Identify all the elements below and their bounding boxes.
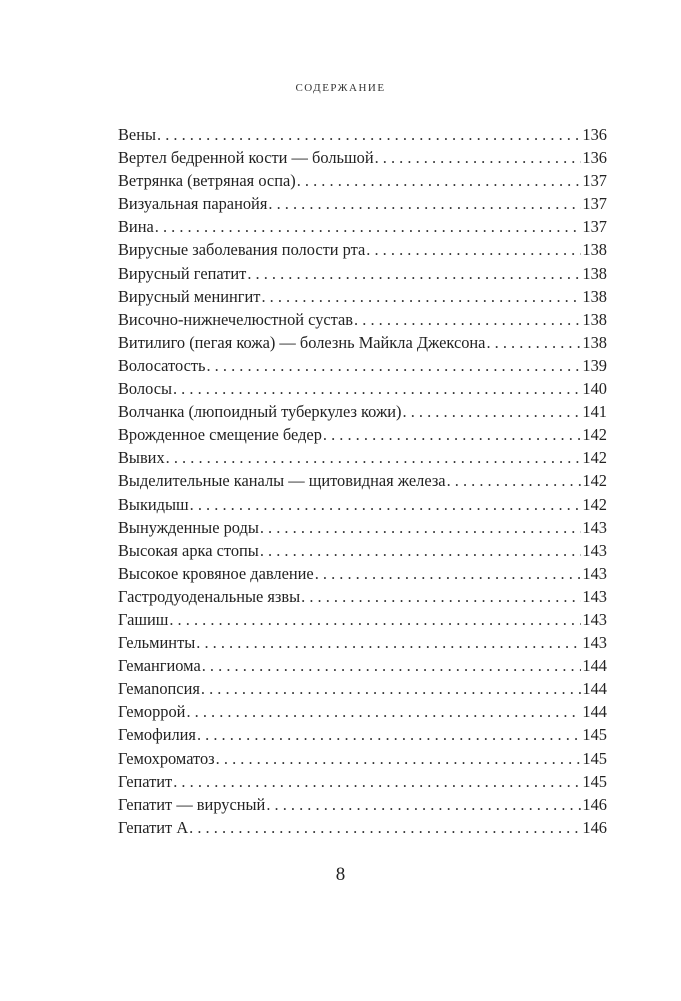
- toc-entry[interactable]: [118, 331, 607, 354]
- toc-entry[interactable]: [118, 446, 607, 469]
- toc-entry-page: 138: [582, 263, 607, 283]
- toc-entry[interactable]: [118, 308, 607, 331]
- toc-dot-leader: [301, 585, 581, 608]
- toc-entry-title: Гемохроматоз: [118, 748, 215, 768]
- table-of-contents: [118, 123, 607, 839]
- toc-entry-title: Высокое кровяное давление: [118, 563, 314, 583]
- toc-entry-title: Вены: [118, 125, 156, 144]
- toc-dot-leader: [206, 354, 581, 377]
- toc-entry-page: 140: [582, 379, 607, 399]
- toc-entry-title: Визуальная паранойя: [118, 194, 268, 214]
- page-number: 8: [335, 864, 346, 885]
- toc-entry-page: 143: [582, 540, 607, 560]
- toc-dot-leader: [173, 770, 581, 793]
- toc-entry-title: Вертел бедренной кости — большой: [118, 148, 374, 168]
- toc-entry[interactable]: [118, 631, 607, 654]
- toc-entry-title: Вирусный гепатит: [118, 263, 247, 283]
- toc-entry[interactable]: [118, 469, 607, 492]
- toc-dot-leader: [315, 562, 582, 585]
- toc-entry-title: Витилиго (пегая кожа) — болезнь Майкла Джексона: [118, 332, 486, 352]
- toc-entry[interactable]: [118, 654, 607, 677]
- toc-entry-page: 136: [582, 125, 607, 144]
- toc-entry-title: Врожденное смещение бедер: [118, 425, 322, 445]
- toc-entry[interactable]: [118, 285, 607, 308]
- toc-dot-leader: [155, 215, 582, 238]
- toc-dot-leader: [447, 469, 582, 492]
- toc-entry-title: Гемангиома: [118, 656, 201, 676]
- toc-entry[interactable]: [118, 493, 607, 516]
- toc-entry-page: 145: [582, 725, 607, 745]
- toc-entry[interactable]: [118, 539, 607, 562]
- toc-entry[interactable]: [118, 816, 607, 839]
- toc-entry-title: Гепатит — вирусный: [118, 794, 266, 814]
- toc-entry-title: Ветрянка (ветряная оспа): [118, 171, 296, 191]
- toc-entry-title: Вирусный менингит: [118, 286, 261, 306]
- toc-dot-leader: [323, 423, 582, 446]
- toc-entry-page: 142: [582, 448, 607, 468]
- toc-dot-leader: [173, 377, 581, 400]
- toc-dot-leader: [366, 238, 581, 261]
- toc-entry[interactable]: [118, 793, 607, 816]
- toc-entry-page: 145: [582, 771, 607, 791]
- toc-entry-page: 144: [582, 656, 607, 676]
- toc-dot-leader: [486, 331, 581, 354]
- toc-entry-title: Гемофилия: [118, 725, 196, 745]
- toc-dot-leader: [268, 192, 581, 215]
- toc-entry[interactable]: [118, 608, 607, 631]
- toc-entry-page: 143: [582, 586, 607, 606]
- toc-entry[interactable]: [118, 400, 607, 423]
- toc-dot-leader: [201, 677, 582, 700]
- toc-dot-leader: [297, 169, 582, 192]
- toc-dot-leader: [190, 493, 582, 516]
- toc-entry-page: 146: [582, 817, 607, 837]
- toc-entry[interactable]: [118, 747, 607, 770]
- toc-entry-page: 142: [582, 425, 607, 445]
- toc-entry-title: Выделительные каналы — щитовидная железа: [118, 471, 446, 491]
- toc-entry-page: 143: [582, 633, 607, 653]
- toc-entry[interactable]: [118, 169, 607, 192]
- toc-entry-title: Височно-нижнечелюстной сустав: [118, 309, 354, 329]
- toc-entry-title: Гельминты: [118, 633, 196, 653]
- toc-entry-title: Геморрой: [118, 702, 186, 722]
- toc-dot-leader: [197, 723, 581, 746]
- toc-entry-title: Волосы: [118, 379, 172, 399]
- toc-entry-title: Высокая арка стопы: [118, 540, 259, 560]
- toc-entry[interactable]: [118, 262, 607, 285]
- toc-entry-page: 137: [582, 194, 607, 214]
- toc-entry[interactable]: [118, 723, 607, 746]
- toc-dot-leader: [375, 146, 582, 169]
- toc-dot-leader: [216, 747, 582, 770]
- toc-entry[interactable]: [118, 770, 607, 793]
- toc-entry-page: 138: [582, 286, 607, 306]
- toc-entry[interactable]: [118, 516, 607, 539]
- toc-entry[interactable]: [118, 354, 607, 377]
- toc-dot-leader: [189, 816, 581, 839]
- toc-entry-title: Выкидыш: [118, 494, 189, 514]
- toc-entry-title: Вина: [118, 217, 154, 237]
- toc-entry-page: 145: [582, 748, 607, 768]
- toc-dot-leader: [261, 285, 581, 308]
- toc-entry[interactable]: [118, 192, 607, 215]
- toc-entry-page: 143: [582, 517, 607, 537]
- toc-entry[interactable]: [118, 562, 607, 585]
- toc-dot-leader: [260, 516, 582, 539]
- toc-entry[interactable]: [118, 377, 607, 400]
- toc-entry[interactable]: [118, 123, 607, 146]
- toc-entry-page: 142: [582, 494, 607, 514]
- toc-dot-leader: [157, 123, 581, 146]
- toc-dot-leader: [403, 400, 582, 423]
- toc-entry-page: 138: [582, 332, 607, 352]
- toc-dot-leader: [186, 700, 581, 723]
- toc-entry-title: Волосатость: [118, 355, 206, 375]
- toc-dot-leader: [260, 539, 582, 562]
- toc-entry-page: 144: [582, 702, 607, 722]
- toc-entry[interactable]: [118, 146, 607, 169]
- toc-entry-page: 139: [582, 355, 607, 375]
- toc-entry-page: 136: [582, 148, 607, 168]
- toc-dot-leader: [247, 262, 581, 285]
- toc-entry-title: Гепатит А: [118, 817, 189, 837]
- toc-entry[interactable]: [118, 700, 607, 723]
- toc-entry-page: 138: [582, 309, 607, 329]
- toc-entry[interactable]: [118, 585, 607, 608]
- toc-entry-title: Вирусные заболевания полости рта: [118, 240, 366, 260]
- toc-entry-title: Волчанка (люпоидный туберкулез кожи): [118, 402, 402, 422]
- toc-entry-page: 144: [582, 679, 607, 699]
- toc-entry[interactable]: [118, 677, 607, 700]
- toc-entry-title: Вывих: [118, 448, 165, 468]
- running-head: СОДЕРЖАНИЕ: [295, 82, 386, 94]
- toc-entry[interactable]: [118, 423, 607, 446]
- toc-dot-leader: [196, 631, 581, 654]
- toc-entry-page: 138: [582, 240, 607, 260]
- toc-entry-page: 142: [582, 471, 607, 491]
- toc-entry-page: 137: [582, 217, 607, 237]
- toc-entry-title: Гашиш: [118, 609, 169, 629]
- toc-entry-title: Вынужденные роды: [118, 517, 259, 537]
- toc-dot-leader: [202, 654, 582, 677]
- toc-entry-page: 141: [582, 402, 607, 422]
- toc-dot-leader: [166, 446, 582, 469]
- toc-entry-title: Гастродуоденальные язвы: [118, 586, 301, 606]
- toc-entry-title: Гепатит: [118, 771, 173, 791]
- toc-entry[interactable]: [118, 238, 607, 261]
- toc-dot-leader: [266, 793, 581, 816]
- toc-entry[interactable]: [118, 215, 607, 238]
- toc-entry-page: 143: [582, 563, 607, 583]
- toc-entry-page: 137: [582, 171, 607, 191]
- toc-entry-title: Гемanoпсия: [118, 679, 200, 699]
- toc-dot-leader: [354, 308, 581, 331]
- toc-dot-leader: [169, 608, 581, 631]
- toc-entry-page: 143: [582, 609, 607, 629]
- toc-entry-page: 146: [582, 794, 607, 814]
